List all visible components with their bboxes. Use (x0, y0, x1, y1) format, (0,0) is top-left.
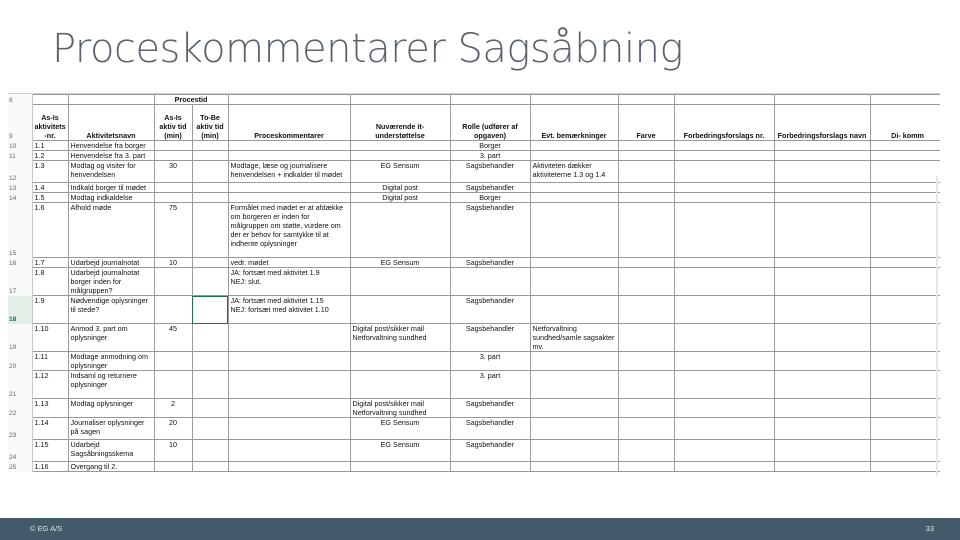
table-cell[interactable] (192, 418, 228, 440)
table-cell[interactable] (774, 352, 870, 371)
table-cell[interactable] (674, 399, 774, 418)
row-number: 10 (8, 141, 32, 151)
table-cell[interactable] (350, 371, 450, 399)
table-row (8, 324, 940, 352)
column-header: Di- komm (870, 105, 940, 141)
table-cell[interactable] (228, 371, 350, 399)
table-cell[interactable] (228, 141, 350, 151)
table-cell[interactable] (870, 418, 940, 440)
table-cell[interactable] (192, 161, 228, 183)
table-cell[interactable]: 1.1 (32, 141, 68, 151)
table-cell[interactable] (618, 324, 674, 352)
table-cell[interactable]: Sagsbehandler (450, 324, 530, 352)
table-cell[interactable] (192, 141, 228, 151)
table-cell[interactable]: EG Sensum (350, 418, 450, 440)
table-cell[interactable]: Netforvaltning sundhed/samle sagsakter mv. (530, 324, 618, 352)
table-cell[interactable] (674, 296, 774, 324)
row-number: 16 (8, 258, 32, 268)
table-cell[interactable]: Nødvendige oplysninger til stede? (68, 296, 154, 324)
row-number: 8 (8, 95, 32, 105)
table-cell[interactable]: Digital post/sikker mail Netforvaltning sundhed (350, 324, 450, 352)
table-cell[interactable] (774, 324, 870, 352)
table-cell[interactable] (870, 183, 940, 193)
table-cell[interactable] (774, 183, 870, 193)
table-cell[interactable] (774, 268, 870, 296)
table-row (8, 296, 940, 324)
table-cell[interactable]: 1.16 (32, 462, 68, 472)
table-cell[interactable] (154, 352, 192, 371)
table-cell[interactable]: 2 (154, 399, 192, 418)
row-number: 20 (8, 352, 32, 371)
table-cell[interactable]: Sagsbehandler (450, 399, 530, 418)
row-number: 9 (8, 105, 32, 141)
table-row (8, 352, 940, 371)
table-cell[interactable] (618, 462, 674, 472)
table-row (8, 268, 940, 296)
table-cell[interactable]: Journaliser oplysninger på sagen (68, 418, 154, 440)
table-cell[interactable]: 1.10 (32, 324, 68, 352)
table-cell[interactable] (192, 352, 228, 371)
table-cell[interactable] (618, 193, 674, 203)
table-cell[interactable]: Indsaml og returnere oplysninger (68, 371, 154, 399)
table-body (8, 141, 940, 472)
table-row (8, 203, 940, 258)
table-cell[interactable] (530, 462, 618, 472)
table-cell[interactable] (618, 418, 674, 440)
table-cell[interactable] (618, 371, 674, 399)
table-cell[interactable] (618, 296, 674, 324)
table-cell[interactable]: Indkald borger til mødet (68, 183, 154, 193)
table-cell[interactable] (870, 352, 940, 371)
table-cell[interactable] (192, 183, 228, 193)
table-cell[interactable] (870, 193, 940, 203)
table-cell[interactable]: Anmod 3. part om oplysninger (68, 324, 154, 352)
table-cell[interactable] (870, 324, 940, 352)
table-cell[interactable]: EG Sensum (350, 440, 450, 462)
header-row (8, 105, 940, 141)
process-table (8, 94, 940, 472)
table-cell[interactable]: Udarbejd Sagsåbningsskema (68, 440, 154, 462)
table-cell[interactable] (154, 151, 192, 161)
table-cell[interactable] (870, 440, 940, 462)
table-cell[interactable] (228, 324, 350, 352)
row-number: 24 (8, 440, 32, 462)
table-cell[interactable] (870, 203, 940, 258)
table-cell[interactable] (870, 296, 940, 324)
table-cell[interactable]: 1.15 (32, 440, 68, 462)
table-cell[interactable] (618, 141, 674, 151)
table-cell[interactable] (870, 462, 940, 472)
table-cell[interactable]: Sagsbehandler (450, 418, 530, 440)
group-header-row (8, 95, 940, 105)
table-cell[interactable] (618, 268, 674, 296)
table-cell[interactable]: Afhold møde (68, 203, 154, 258)
table-cell[interactable]: 3. part (450, 352, 530, 371)
table-cell[interactable] (192, 399, 228, 418)
table-cell[interactable] (350, 203, 450, 258)
table-cell[interactable] (618, 258, 674, 268)
spreadsheet-image (8, 94, 940, 496)
table-cell[interactable]: 3. part (450, 151, 530, 161)
table-cell[interactable] (192, 193, 228, 203)
table-cell[interactable]: Sagsbehandler (450, 183, 530, 193)
table-cell[interactable]: Aktiviteten dækker aktiviteterne 1.3 og 1.4 (530, 161, 618, 183)
table-cell[interactable] (530, 296, 618, 324)
slide-title: Proceskommentarer Sagsåbning (52, 26, 683, 72)
table-cell[interactable] (774, 193, 870, 203)
row-number: 22 (8, 399, 32, 418)
table-cell[interactable]: Borger (450, 193, 530, 203)
table-cell[interactable] (350, 352, 450, 371)
row-number: 15 (8, 203, 32, 258)
table-cell[interactable]: JA: fortsæt med aktivitet 1.9 NEJ: slut. (228, 268, 350, 296)
table-cell[interactable] (228, 352, 350, 371)
table-row (8, 151, 940, 161)
table-cell[interactable] (870, 371, 940, 399)
table-cell[interactable]: EG Sensum (350, 161, 450, 183)
table-cell[interactable]: Digital post/sikker mail Netforvaltning sundhed (350, 399, 450, 418)
table-row (8, 141, 940, 151)
table-cell[interactable]: JA: fortsæt med aktivitet 1.15 NEJ: fortsæt med aktivitet 1.10 (228, 296, 350, 324)
table-cell[interactable] (350, 151, 450, 161)
row-number: 12 (8, 161, 32, 183)
table-cell[interactable] (774, 418, 870, 440)
table-row (8, 183, 940, 193)
table-cell[interactable] (154, 141, 192, 151)
table-cell[interactable] (870, 258, 940, 268)
table-row (8, 371, 940, 399)
table-cell[interactable] (674, 371, 774, 399)
column-header: Evt. bemærkninger (530, 105, 618, 141)
table-cell[interactable]: Sagsbehandler (450, 161, 530, 183)
row-number: 18 (8, 296, 32, 324)
table-cell[interactable] (774, 151, 870, 161)
table-cell[interactable] (192, 462, 228, 472)
table-cell[interactable]: Sagsbehandler (450, 440, 530, 462)
table-cell[interactable]: Sagsbehandler (450, 296, 530, 324)
table-cell[interactable] (192, 440, 228, 462)
table-cell[interactable]: Sagsbehandler (450, 258, 530, 268)
table-cell[interactable] (192, 296, 228, 324)
table-cell[interactable] (530, 193, 618, 203)
table-cell[interactable] (192, 203, 228, 258)
table-cell[interactable] (870, 399, 940, 418)
column-header: Forbedringsforslags nr. (674, 105, 774, 141)
group-header-cell: Procestid (154, 95, 228, 105)
table-row (8, 258, 940, 268)
table-cell[interactable] (618, 183, 674, 193)
table-cell[interactable]: EG Sensum (350, 258, 450, 268)
table-cell[interactable] (530, 151, 618, 161)
row-number: 21 (8, 371, 32, 399)
table-cell[interactable] (228, 193, 350, 203)
table-cell[interactable]: 1.6 (32, 203, 68, 258)
table-cell[interactable] (674, 440, 774, 462)
table-cell[interactable]: Udarbejd journalnotat borger inden for målgruppen? (68, 268, 154, 296)
table-cell[interactable]: Borger (450, 141, 530, 151)
table-cell[interactable]: Modtag og visiter for henvendelsen (68, 161, 154, 183)
table-cell[interactable] (870, 161, 940, 183)
table-cell[interactable]: Henvendelse fra 3. part (68, 151, 154, 161)
table-cell[interactable]: 1.4 (32, 183, 68, 193)
table-cell[interactable] (154, 462, 192, 472)
table-cell[interactable] (530, 183, 618, 193)
table-cell[interactable] (674, 324, 774, 352)
table-cell[interactable] (154, 268, 192, 296)
table-cell[interactable] (674, 203, 774, 258)
table-cell[interactable] (228, 440, 350, 462)
table-cell[interactable] (618, 440, 674, 462)
column-header: Nuværende it-understøttelse (350, 105, 450, 141)
table-cell[interactable] (674, 183, 774, 193)
table-cell[interactable] (192, 324, 228, 352)
table-cell[interactable]: Udarbejd journalnotat (68, 258, 154, 268)
sheet-edge (936, 176, 938, 476)
table-row (8, 440, 940, 462)
table-cell[interactable] (870, 141, 940, 151)
table-cell[interactable]: 1.14 (32, 418, 68, 440)
table-cell[interactable] (774, 399, 870, 418)
table-cell[interactable] (618, 203, 674, 258)
row-number: 11 (8, 151, 32, 161)
table-cell[interactable] (450, 462, 530, 472)
table-cell[interactable] (350, 296, 450, 324)
row-number: 14 (8, 193, 32, 203)
column-header: As-Is aktivitets -nr. (32, 105, 68, 141)
row-number: 23 (8, 418, 32, 440)
table-cell[interactable] (618, 352, 674, 371)
table-cell[interactable] (774, 296, 870, 324)
table-cell[interactable] (618, 151, 674, 161)
footer-bar (0, 518, 960, 540)
column-header: As-Is aktiv tid (min) (154, 105, 192, 141)
table-cell[interactable] (192, 268, 228, 296)
table-cell[interactable] (774, 203, 870, 258)
column-header: Rolle (udfører af opgaven) (450, 105, 530, 141)
table-cell[interactable] (870, 151, 940, 161)
table-cell[interactable]: 1.2 (32, 151, 68, 161)
table-cell[interactable] (530, 352, 618, 371)
table-cell[interactable] (674, 258, 774, 268)
page-number: 33 (925, 524, 934, 533)
table-cell[interactable] (674, 268, 774, 296)
table-cell[interactable] (154, 371, 192, 399)
table-cell[interactable] (530, 268, 618, 296)
table-row (8, 418, 940, 440)
table-cell[interactable]: Modtage anmodning om oplysninger (68, 352, 154, 371)
table-cell[interactable] (530, 399, 618, 418)
table-cell[interactable] (618, 161, 674, 183)
table-cell[interactable]: Digital post (350, 193, 450, 203)
table-cell[interactable]: Modtage, læse og journalisere henvendelsen + indkalder til mødet (228, 161, 350, 183)
table-cell[interactable] (774, 440, 870, 462)
table-cell[interactable]: Overgang til 2. (68, 462, 154, 472)
table-cell[interactable]: 30 (154, 161, 192, 183)
table-cell[interactable]: 1.12 (32, 371, 68, 399)
table-cell[interactable] (192, 371, 228, 399)
table-cell[interactable]: 10 (154, 258, 192, 268)
table-cell[interactable] (530, 203, 618, 258)
table-cell[interactable] (228, 462, 350, 472)
table-cell[interactable]: 10 (154, 440, 192, 462)
table-cell[interactable] (530, 141, 618, 151)
table-cell[interactable]: Formålet med mødet er at afdække om borgeren er inden for målgruppen om støtte, vurdere om der er behov for samtykke til at indhente oplysninger (228, 203, 350, 258)
column-header: Forbedringsforslags navn (774, 105, 870, 141)
table-cell[interactable] (450, 268, 530, 296)
table-cell[interactable] (530, 418, 618, 440)
table-cell[interactable] (530, 440, 618, 462)
table-cell[interactable]: vedr. mødet (228, 258, 350, 268)
table-cell[interactable] (228, 151, 350, 161)
table-cell[interactable]: Digital post (350, 183, 450, 193)
table-cell[interactable] (228, 418, 350, 440)
table-cell[interactable] (154, 193, 192, 203)
table-cell[interactable] (674, 193, 774, 203)
table-cell[interactable]: Henvendelse fra borger (68, 141, 154, 151)
table-cell[interactable] (674, 352, 774, 371)
table-cell[interactable] (228, 399, 350, 418)
column-header: Proceskommentarer (228, 105, 350, 141)
table-cell[interactable]: 1.8 (32, 268, 68, 296)
table-cell[interactable] (350, 268, 450, 296)
copyright-text: © EG A/S (30, 524, 63, 533)
table-cell[interactable] (774, 141, 870, 151)
table-cell[interactable] (674, 161, 774, 183)
table-cell[interactable] (774, 258, 870, 268)
table-row (8, 193, 940, 203)
table-cell[interactable] (774, 371, 870, 399)
table-cell[interactable] (774, 161, 870, 183)
table-row (8, 399, 940, 418)
table-cell[interactable] (192, 258, 228, 268)
table-cell[interactable]: 1.3 (32, 161, 68, 183)
table-cell[interactable] (618, 399, 674, 418)
table-cell[interactable] (154, 296, 192, 324)
table-cell[interactable]: 1.11 (32, 352, 68, 371)
table-cell[interactable] (674, 462, 774, 472)
row-number: 13 (8, 183, 32, 193)
table-cell[interactable] (350, 462, 450, 472)
table-cell[interactable]: Modtag oplysninger (68, 399, 154, 418)
table-cell[interactable] (674, 151, 774, 161)
table-cell[interactable]: 1.9 (32, 296, 68, 324)
table-cell[interactable] (530, 258, 618, 268)
column-header: To-Be aktiv tid (min) (192, 105, 228, 141)
row-number: 25 (8, 462, 32, 472)
table-cell[interactable] (228, 183, 350, 193)
table-cell[interactable]: 20 (154, 418, 192, 440)
table-cell[interactable]: 45 (154, 324, 192, 352)
table-cell[interactable] (530, 371, 618, 399)
table-cell[interactable] (350, 141, 450, 151)
table-cell[interactable]: 1.5 (32, 193, 68, 203)
column-header: Aktivitetsnavn (68, 105, 154, 141)
table-cell[interactable]: 3. part (450, 371, 530, 399)
table-cell[interactable]: Sagsbehandler (450, 203, 530, 258)
table-cell[interactable] (154, 183, 192, 193)
row-number: 19 (8, 324, 32, 352)
table-cell[interactable] (674, 418, 774, 440)
table-cell[interactable]: Modtag indkaldelse (68, 193, 154, 203)
table-cell[interactable]: 1.13 (32, 399, 68, 418)
table-cell[interactable]: 75 (154, 203, 192, 258)
table-row (8, 161, 940, 183)
table-cell[interactable] (192, 151, 228, 161)
row-number: 17 (8, 268, 32, 296)
table-cell[interactable] (870, 268, 940, 296)
table-cell[interactable] (774, 462, 870, 472)
table-cell[interactable]: 1.7 (32, 258, 68, 268)
table-cell[interactable] (674, 141, 774, 151)
table-row (8, 462, 940, 472)
column-header: Farve (618, 105, 674, 141)
